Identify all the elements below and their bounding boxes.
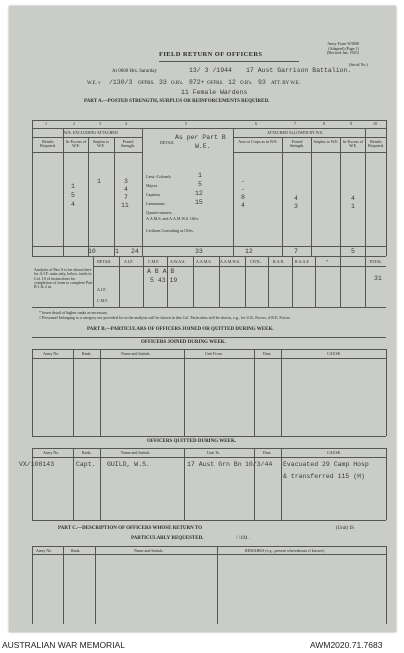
analysis-col: * <box>326 259 328 264</box>
col-number: 9 <box>350 121 352 126</box>
hdr-we-excluding: W.E. EXCLUDING ATTACHED. <box>64 130 119 135</box>
col-number: 2 <box>73 121 75 126</box>
we-label: W.E. v <box>87 81 101 86</box>
footer-bar <box>0 636 404 653</box>
col-number: 4 <box>125 121 127 126</box>
quitted-unit: 17 Aust Grn Bn <box>187 461 242 468</box>
joined-col-army: Army No. <box>43 351 60 356</box>
quitted-col-unit: Unit To. <box>207 450 221 455</box>
analysis-col: A.A.M.W.S. <box>220 259 240 264</box>
col4-value: 3 <box>124 178 128 185</box>
part-c-col-remarks: REMARKS (e.g., present whereabouts if known). <box>245 548 325 553</box>
part-c-col-army: Army No. <box>36 548 53 553</box>
rank-value: 1 <box>198 172 202 179</box>
form-ref-line3: (Revised Jan. 1945) <box>327 50 359 55</box>
rank-label: Lieut.-Colonels <box>146 174 171 179</box>
col6-value: 4 <box>241 202 245 209</box>
col6-value: - <box>241 186 245 193</box>
quitted-army-no: VX/108143 <box>19 461 55 468</box>
joined-col-unit: Unit From. <box>205 351 223 356</box>
analysis-col: R.A.A.F. <box>295 259 310 264</box>
joined-col-date: Date. <box>263 351 272 356</box>
quitted-date: 10/3/44 <box>245 461 273 468</box>
rank-label: Captains <box>146 192 160 197</box>
col7-value: 3 <box>294 203 298 210</box>
part-c-col-rank: Rank. <box>71 548 81 553</box>
serial-no: (Serial No.) <box>349 62 368 67</box>
detail-sub: W.E. <box>195 143 211 150</box>
col-head-surplus2: Surplus to W.E. <box>313 139 339 144</box>
footnote: * Insert detail of higher ranks as necessary. <box>39 310 108 315</box>
part-c-unit: (Unit) IS <box>336 526 354 531</box>
rank-label: Majors <box>146 183 158 188</box>
analysis-col: A.W.A.S. <box>170 259 186 264</box>
col6-value: 8 <box>241 194 245 201</box>
col-head-arm: Arm or Corps as in W.E. <box>238 139 278 144</box>
at-prefix: At 0600 Hrs. Saturday <box>112 69 157 74</box>
joined-title: OFFICERS JOINED DURING WEEK. <box>141 340 226 345</box>
analysis-col: A.I.F. <box>124 259 134 264</box>
analysis-col: CIVIL. <box>250 259 262 264</box>
col-head-posted: Posted Strength. <box>120 139 136 149</box>
att-label: ATT. BY W.E. <box>271 81 301 86</box>
total-value: 5 <box>351 248 355 255</box>
col-head-reinfts2: Reinfts Required. <box>368 139 384 149</box>
col-head-excess2: In-Excess of W.E. <box>342 139 364 149</box>
quitted-cause-line2: & transferred 115 (H) <box>283 473 365 480</box>
col-number: 6 <box>255 121 257 126</box>
form-sheet <box>9 6 396 632</box>
part-c-col-name: Name and Initials. <box>134 548 164 553</box>
form-reference <box>327 42 359 56</box>
total-value: 24 <box>131 248 139 255</box>
hdr-detail: DETAIL <box>160 140 175 145</box>
col-head-surplus: Surplus to W.E. <box>92 139 110 149</box>
form-title: FIELD RETURN OF OFFICERS <box>159 51 263 58</box>
total-value: 1 <box>115 248 119 255</box>
rank-label: A.A.M.S. and A.A.M.W.S. Offrs <box>146 216 199 221</box>
total-value: 33 <box>195 248 203 255</box>
quitted-col-rank: Rank. <box>82 450 92 455</box>
col-number: 7 <box>294 121 296 126</box>
analysis-total: 31 <box>374 275 382 282</box>
total-value: 12 <box>245 248 253 255</box>
ors-value: 872+ <box>189 79 205 86</box>
part-c-date: / /194 . <box>236 536 251 541</box>
joined-col-name: Name and Initials. <box>121 351 151 356</box>
joined-col-cause: CAUSE. <box>327 351 342 356</box>
footnote: † Personnel belonging to a category not provided for in the analysis will be shown in this Col. Particulars will be shown, e.g., for U.K. Forces, if R.E. Forces <box>39 315 291 320</box>
total-value: 7 <box>294 248 298 255</box>
col-head-reinfts: Reinfts Required. <box>40 139 56 149</box>
footer-accession: AWM2020.71.7683 <box>310 640 383 650</box>
col-number: 10 <box>373 121 377 126</box>
hdr-attached-allowed: ATTACHED ALLOWED BY W.E. <box>267 130 324 135</box>
quitted-col-army: Army No. <box>43 450 60 455</box>
quitted-col-cause: CAUSE. <box>327 450 342 455</box>
quitted-cause-line1: Evacuated 29 Camp Hosp <box>283 461 369 468</box>
rank-value: 15 <box>195 199 203 206</box>
col-head-excess: In-Excess of W.E. <box>65 139 87 149</box>
col2-value: 5 <box>71 192 75 199</box>
offrs2-label: OFFRS. <box>207 81 224 86</box>
total-value: 10 <box>88 248 96 255</box>
quitted-rank: Capt. <box>76 461 96 468</box>
form-ref-line2: (Adapted) (Page 1) <box>328 45 359 51</box>
col7-value: 4 <box>294 195 298 202</box>
col4-value: 7 <box>124 194 128 201</box>
analysis-col: R.A.N. <box>273 259 285 264</box>
quitted-name: GUILD, W.S. <box>107 461 150 468</box>
ors2-label: O.R's. <box>240 81 253 86</box>
analysis-row-label: A.I.F. <box>97 287 107 292</box>
col2-value: 4 <box>71 201 75 208</box>
col3-value: 1 <box>97 178 101 185</box>
col4-value: 11 <box>121 202 129 209</box>
col-number: 3 <box>99 121 101 126</box>
analysis-letters: A B A B <box>147 268 175 275</box>
quitted-col-date: Date. <box>263 450 272 455</box>
ors-label: O.R's. <box>171 81 184 86</box>
part-c-requested: PARTICULARLY REQUESTED. <box>131 536 204 541</box>
part-c-heading: PART C.—DESCRIPTION OF OFFICERS WHOSE RETURN TO <box>58 526 203 531</box>
footer-source: AUSTRALIAN WAR MEMORIAL <box>2 640 125 650</box>
detail-stamp: As per Part B <box>175 134 226 141</box>
part-a-heading: PART A.—POSTED STRENGTH, SURPLUS OR REINFORCEMENTS REQUIRED. <box>84 99 270 104</box>
offrs-value: 33 <box>159 79 167 86</box>
col-number: 1 <box>45 121 47 126</box>
rank-label: Quarter-masters <box>146 210 172 215</box>
rank-value: 12 <box>195 190 203 197</box>
we-value: /130/3 <box>109 79 133 86</box>
col4-value: 4 <box>124 186 128 193</box>
quitted-title: OFFICERS QUITTED DURING WEEK. <box>147 439 237 444</box>
col-number: 5 <box>185 121 187 126</box>
col-number: 8 <box>323 121 325 126</box>
rank-value: 5 <box>198 181 202 188</box>
ors2-value: 93 <box>258 79 266 86</box>
rank-label: Lieutenants <box>146 201 165 206</box>
joined-col-rank: Rank. <box>82 351 92 356</box>
wardens: 11 Female Wardens <box>181 89 248 96</box>
unit-name: 17 Aust Garrison Battalion. <box>246 67 352 74</box>
analysis-row-label: C.M.F. <box>97 298 109 303</box>
offrs-label: OFFRS. <box>138 81 155 86</box>
quitted-col-name: Name and Initials. <box>121 450 151 455</box>
analysis-col: TOTAL <box>369 259 382 264</box>
col-head-posted2: Posted Strength. <box>289 139 305 149</box>
col6-value: - <box>241 178 245 185</box>
analysis-row-label: DETAIL <box>97 259 112 264</box>
col2-value: 1 <box>71 183 75 190</box>
analysis-note: Analysis of Part A to be shown here for A.I.F. units only, below, totals in Col. 10 of instructions for completion of form to complete Part B 1 & 2 in. <box>34 267 93 290</box>
analysis-numbers: 5 43 19 <box>150 277 178 284</box>
col9-value: 4 <box>351 195 355 202</box>
analysis-col: C.M.F. <box>148 259 160 264</box>
form-ref-line1: Army Form W3008 <box>327 41 359 46</box>
return-date: 13/ 3 /1944 <box>189 67 232 74</box>
offrs2-value: 12 <box>228 79 236 86</box>
analysis-col: A.A.M.S. <box>196 259 212 264</box>
col9-value: 1 <box>351 203 355 210</box>
part-b-heading: PART B.—PARTICULARS OF OFFICERS JOINED OR QUITTED DURING WEEK. <box>87 327 274 332</box>
rank-label: Civilians Consulting as Offrs. <box>146 228 194 233</box>
